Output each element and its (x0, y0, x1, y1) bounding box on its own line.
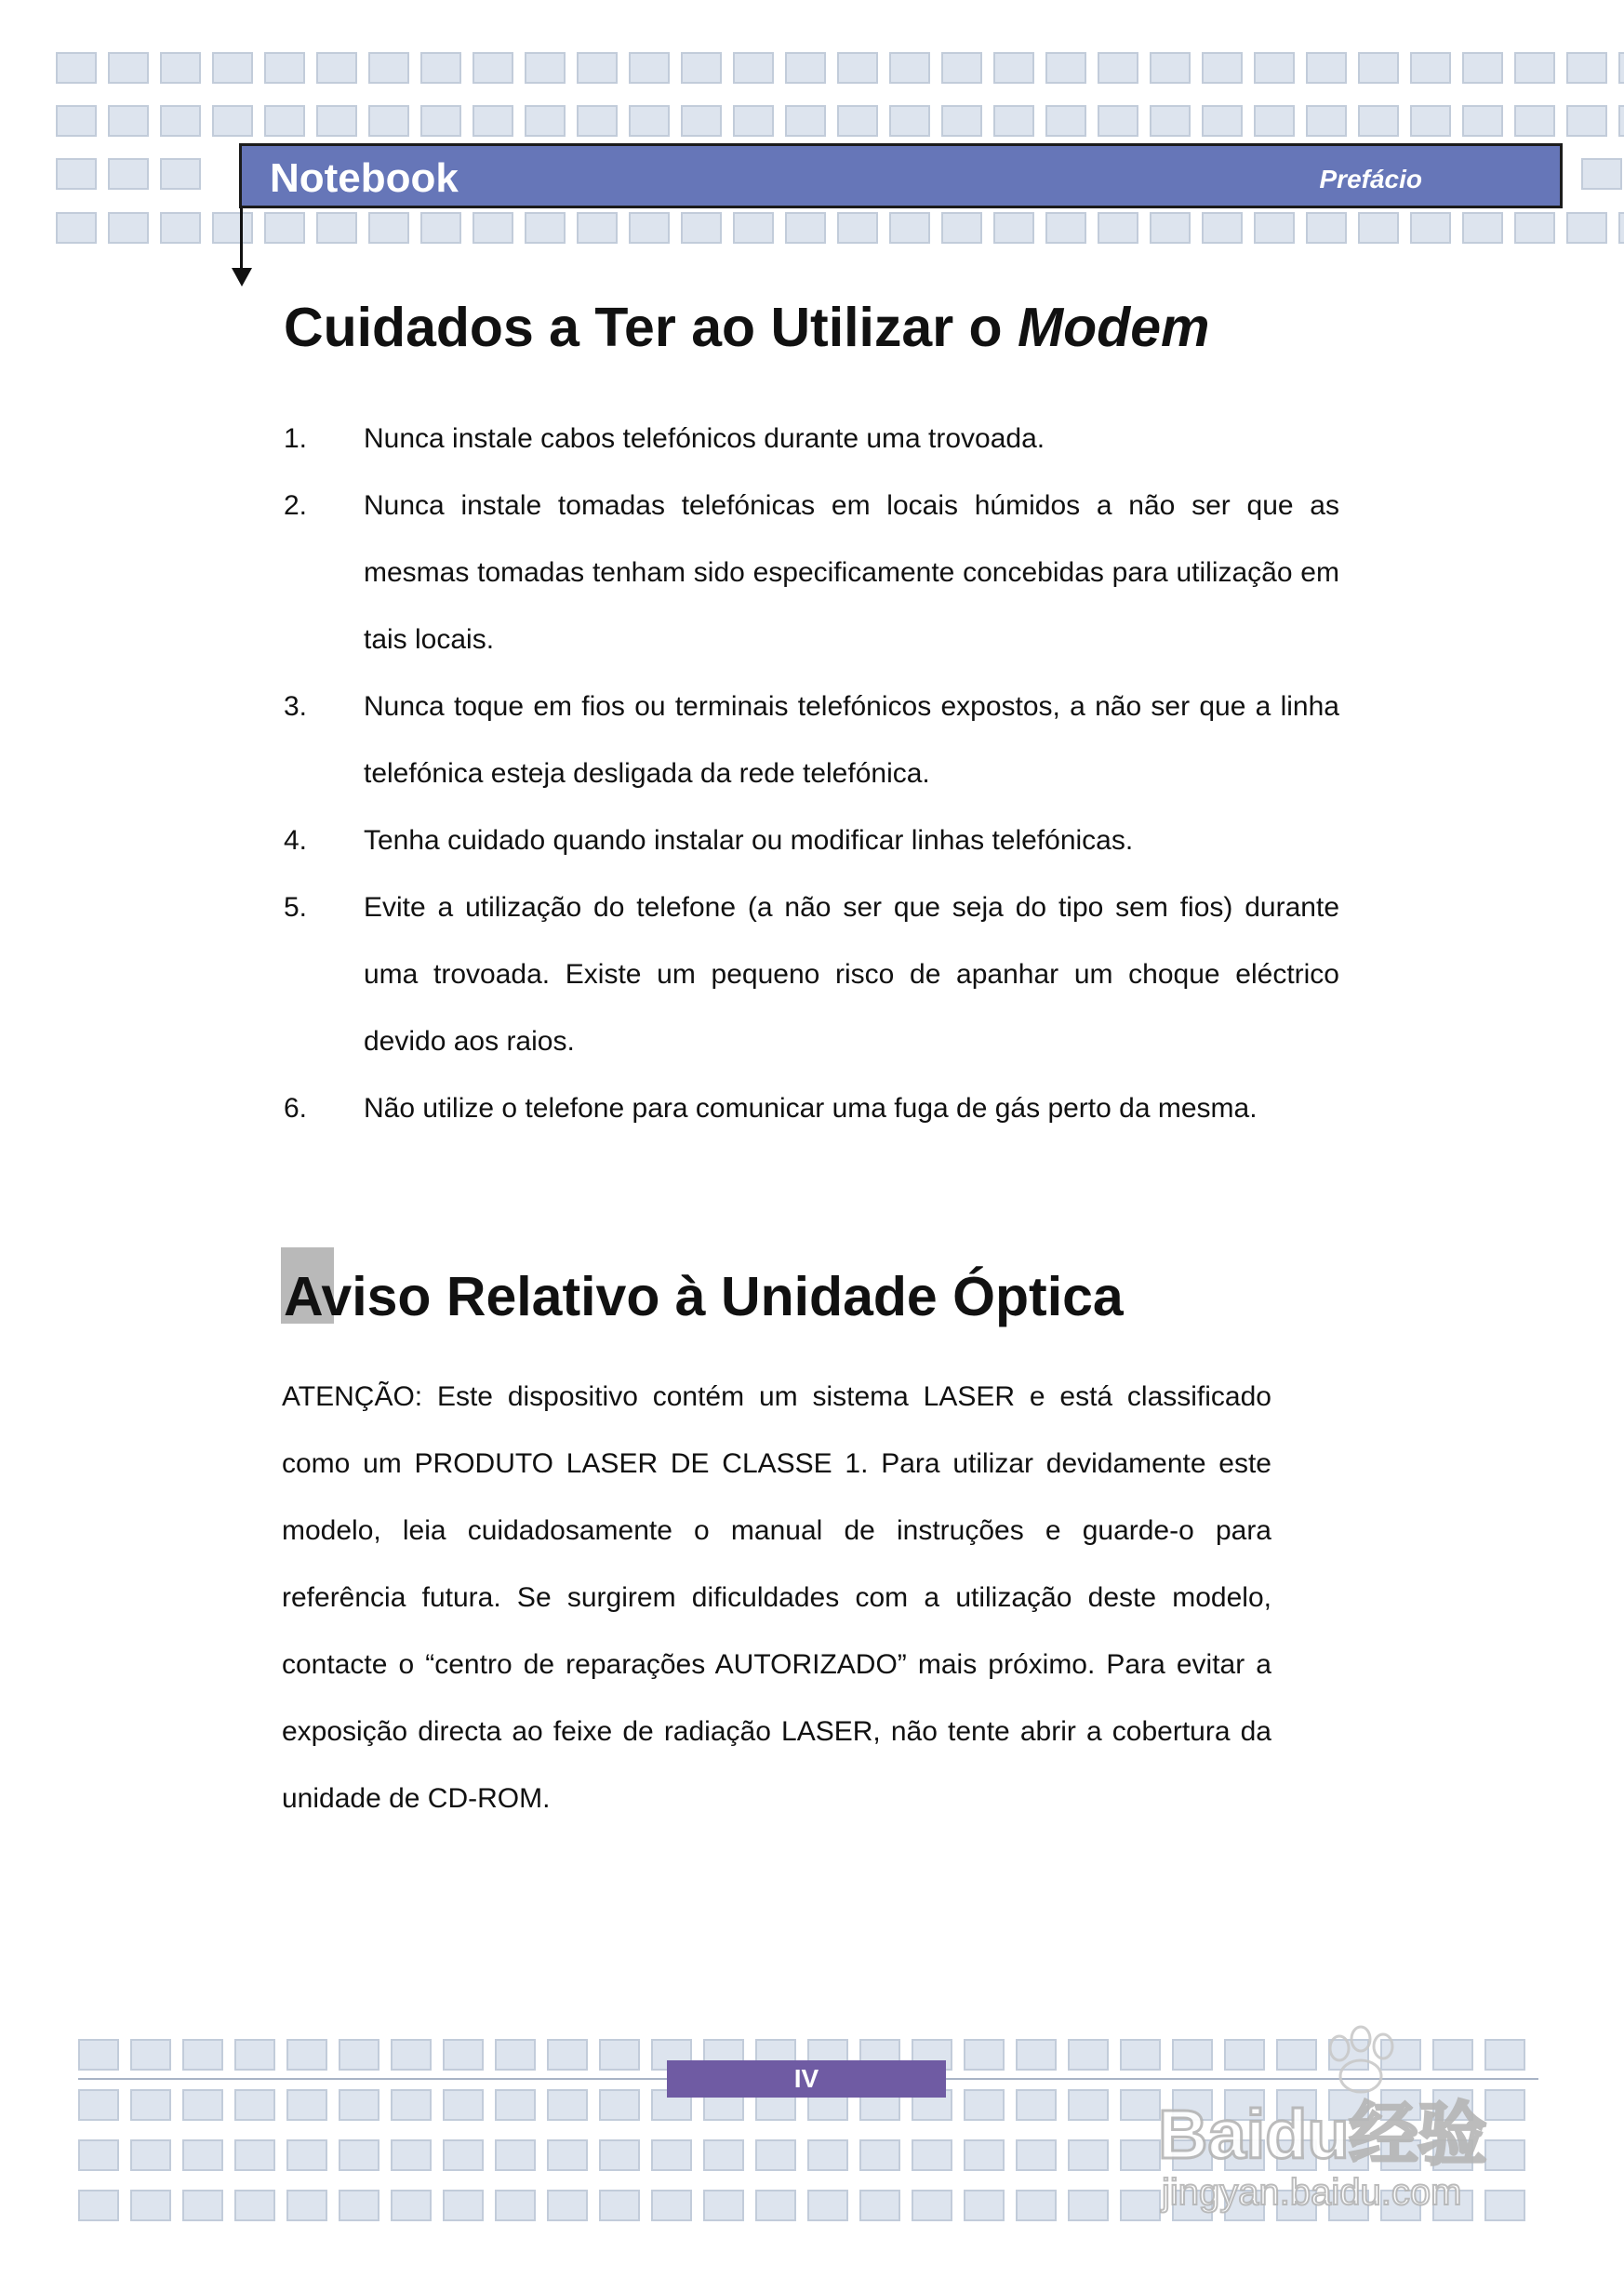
decorative-tile (964, 2190, 1005, 2221)
decorative-tile (651, 2139, 692, 2171)
decorative-tile (339, 2190, 379, 2221)
list-item-text: Evite a utilização do telefone (a não ser que seja do tipo sem fios) durante uma trovoada. Existe um pequeno risco de apanhar um choque eléctrico devido aos raios. (364, 892, 1339, 1057)
decorative-tile (130, 2190, 171, 2221)
decorative-tile (473, 212, 513, 244)
decorative-tile (629, 212, 670, 244)
decorative-tile (495, 2039, 536, 2071)
decorative-tile (1016, 2139, 1057, 2171)
decorative-tile (1410, 212, 1451, 244)
decorative-tile (1016, 2089, 1057, 2121)
decorative-tile (1254, 212, 1295, 244)
decorative-tile (889, 105, 930, 137)
decorative-tile (1016, 2190, 1057, 2221)
list-item-number: 6. (284, 1093, 308, 1124)
list-item (284, 1075, 1339, 1142)
decorative-tile (78, 2089, 119, 2121)
decorative-tile (443, 2089, 484, 2121)
decorative-tile (964, 2139, 1005, 2171)
decorative-tile (316, 105, 357, 137)
decorative-tile (368, 52, 409, 84)
decorative-tile (1202, 52, 1243, 84)
decorative-tile (1068, 2139, 1109, 2171)
list-item-number: 5. (284, 892, 308, 923)
decorative-tile (56, 105, 97, 137)
decorative-tile (889, 212, 930, 244)
decorative-tile (130, 2139, 171, 2171)
watermark-brand: Baidu经验 (1158, 2096, 1487, 2173)
decorative-tile (212, 105, 253, 137)
decorative-tile (1045, 212, 1086, 244)
decorative-tile (1202, 212, 1243, 244)
decorative-tile (1098, 212, 1138, 244)
list-item-text: Nunca instale tomadas telefónicas em locais húmidos a não ser que as mesmas tomadas tenham sido especificamente concebidas para utilização em tais locais. (364, 490, 1339, 655)
modem-section-title (284, 296, 1209, 359)
tile-row (56, 212, 1624, 244)
list-item-number: 3. (284, 691, 308, 722)
decorative-tile (78, 2139, 119, 2171)
decorative-tile (443, 2139, 484, 2171)
decorative-tile (1410, 52, 1451, 84)
decorative-tile (286, 2039, 327, 2071)
header-bar (239, 143, 1563, 208)
decorative-tile (108, 52, 149, 84)
decorative-tile (912, 2190, 952, 2221)
decorative-tile (286, 2089, 327, 2121)
decorative-tile (182, 2139, 223, 2171)
decorative-tile (212, 212, 253, 244)
decorative-tile (391, 2190, 432, 2221)
decorative-tile (599, 2039, 640, 2071)
decorative-tile (599, 2139, 640, 2171)
decorative-tile (755, 2139, 796, 2171)
decorative-tile (1462, 212, 1503, 244)
decorative-tile (807, 2190, 848, 2221)
decorative-tile (599, 2190, 640, 2221)
decorative-tile (1462, 52, 1503, 84)
decorative-tile (182, 2039, 223, 2071)
optical-section-title: Aviso Relativo à Unidade Óptica (284, 1266, 1124, 1327)
optical-notice-paragraph: ATENÇÃO: Este dispositivo contém um sistema LASER e está classificado como um PRODUTO LASER DE CLASSE 1. Para utilizar devidamente este modelo, leia cuidadosamente o manual de instruções e guarde-o para referência futura. Se surgirem dificuldades com a utilização deste modelo, contacte o “centro de reparações AUTORIZADO” mais próximo. Para evitar a exposição directa ao feixe de radiação LASER, não tente abrir a cobertura da unidade de CD-ROM. (282, 1381, 1271, 1814)
decorative-tile (941, 105, 982, 137)
decorative-tile (681, 212, 722, 244)
decorative-tile (681, 105, 722, 137)
decorative-tile (108, 212, 149, 244)
watermark-url: jingyan.baidu.com (1162, 2172, 1462, 2213)
decorative-tile (316, 212, 357, 244)
decorative-tile (859, 2139, 900, 2171)
decorative-tile (160, 212, 201, 244)
decorative-tile (78, 2039, 119, 2071)
header-arrow-line (240, 208, 243, 270)
decorative-tile (941, 52, 982, 84)
list-item-number: 2. (284, 490, 308, 521)
list-item (284, 473, 1339, 673)
decorative-tile (1068, 2039, 1109, 2071)
decorative-tile (420, 52, 461, 84)
decorative-tile (1566, 212, 1607, 244)
decorative-tile (286, 2190, 327, 2221)
decorative-tile (807, 2139, 848, 2171)
decorative-tile (264, 212, 305, 244)
decorative-tile (1202, 105, 1243, 137)
decorative-tile (993, 52, 1034, 84)
decorative-tile (1306, 105, 1347, 137)
decorative-tile (1618, 105, 1624, 137)
decorative-tile (264, 105, 305, 137)
decorative-tile (339, 2139, 379, 2171)
modem-cautions-list (284, 406, 1339, 1142)
decorative-tile (837, 105, 878, 137)
decorative-tile (339, 2089, 379, 2121)
tile-row (56, 158, 201, 190)
decorative-tile (1462, 105, 1503, 137)
list-item-number: 1. (284, 423, 308, 454)
decorative-tile (391, 2139, 432, 2171)
decorative-tile (941, 212, 982, 244)
decorative-tile (733, 212, 774, 244)
decorative-tile (495, 2190, 536, 2221)
decorative-tile (264, 52, 305, 84)
decorative-tile (130, 2039, 171, 2071)
decorative-tile (286, 2139, 327, 2171)
decorative-tile (993, 105, 1034, 137)
decorative-tile (1566, 105, 1607, 137)
decorative-tile (234, 2039, 275, 2071)
decorative-tile (1581, 158, 1622, 190)
decorative-tile (703, 2190, 744, 2221)
decorative-tile (525, 212, 566, 244)
decorative-tile (525, 52, 566, 84)
list-item-text: Nunca instale cabos telefónicos durante uma trovoada. (364, 423, 1045, 454)
decorative-tile (130, 2089, 171, 2121)
decorative-tile (339, 2039, 379, 2071)
decorative-tile (577, 52, 618, 84)
decorative-tile (420, 212, 461, 244)
decorative-tile (368, 105, 409, 137)
decorative-tile (859, 2190, 900, 2221)
decorative-tile (1306, 52, 1347, 84)
tile-row (56, 105, 1624, 137)
decorative-tile (1410, 105, 1451, 137)
decorative-tile (1068, 2190, 1109, 2221)
decorative-tile (577, 212, 618, 244)
decorative-tile (1566, 52, 1607, 84)
decorative-tile (212, 52, 253, 84)
decorative-tile (473, 105, 513, 137)
decorative-tile (599, 2089, 640, 2121)
list-item (284, 406, 1339, 473)
baidu-watermark-logo (1149, 2018, 1539, 2214)
modem-title-emphasis: Modem (1017, 297, 1210, 358)
decorative-tile (1358, 105, 1399, 137)
decorative-tile (160, 52, 201, 84)
decorative-tile (547, 2089, 588, 2121)
decorative-tile (547, 2139, 588, 2171)
tile-row (1581, 158, 1622, 190)
decorative-tile (56, 52, 97, 84)
decorative-tile (182, 2089, 223, 2121)
decorative-tile (993, 212, 1034, 244)
decorative-tile (1618, 52, 1624, 84)
header-section-label: Prefácio (1319, 165, 1422, 193)
decorative-tile (1068, 2089, 1109, 2121)
decorative-tile (837, 52, 878, 84)
list-item-text: Nunca toque em fios ou terminais telefónicos expostos, a não ser que a linha telefónica esteja desligada da rede telefónica. (364, 691, 1339, 789)
list-item (284, 874, 1339, 1075)
decorative-tile (160, 158, 201, 190)
decorative-tile (182, 2190, 223, 2221)
decorative-tile (1514, 105, 1555, 137)
decorative-tile (785, 52, 826, 84)
decorative-tile (1150, 52, 1191, 84)
list-item-text: Não utilize o telefone para comunicar uma fuga de gás perto da mesma. (364, 1093, 1258, 1124)
decorative-tile (755, 2190, 796, 2221)
decorative-tile (912, 2139, 952, 2171)
list-item (284, 673, 1339, 807)
decorative-tile (56, 158, 97, 190)
decorative-tile (1306, 212, 1347, 244)
decorative-tile (108, 158, 149, 190)
decorative-tile (1016, 2039, 1057, 2071)
decorative-tile (964, 2039, 1005, 2071)
decorative-tile (1254, 105, 1295, 137)
decorative-tile (316, 52, 357, 84)
decorative-tile (785, 105, 826, 137)
decorative-tile (443, 2190, 484, 2221)
decorative-tile (495, 2089, 536, 2121)
decorative-tile (1150, 212, 1191, 244)
decorative-tile (420, 105, 461, 137)
decorative-tile (78, 2190, 119, 2221)
decorative-tile (1358, 52, 1399, 84)
modem-title-text: Cuidados a Ter ao Utilizar o (284, 297, 1018, 358)
decorative-tile (964, 2089, 1005, 2121)
decorative-tile (703, 2139, 744, 2171)
decorative-tile (1254, 52, 1295, 84)
decorative-tile (577, 105, 618, 137)
decorative-tile (525, 105, 566, 137)
decorative-tile (160, 105, 201, 137)
decorative-tile (1514, 212, 1555, 244)
decorative-tile (889, 52, 930, 84)
decorative-tile (108, 105, 149, 137)
down-arrow-icon (232, 268, 252, 286)
decorative-tile (495, 2139, 536, 2171)
decorative-tile (1098, 52, 1138, 84)
decorative-tile (1618, 212, 1624, 244)
decorative-tile (1358, 212, 1399, 244)
decorative-tile (391, 2039, 432, 2071)
decorative-tile (651, 2190, 692, 2221)
decorative-tile (837, 212, 878, 244)
decorative-tile (785, 212, 826, 244)
tile-row (56, 52, 1624, 84)
decorative-tile (473, 52, 513, 84)
decorative-tile (56, 212, 97, 244)
decorative-tile (681, 52, 722, 84)
decorative-tile (733, 105, 774, 137)
decorative-tile (1514, 52, 1555, 84)
decorative-tile (391, 2089, 432, 2121)
decorative-tile (547, 2190, 588, 2221)
decorative-tile (1045, 105, 1086, 137)
page-number: IV (667, 2060, 946, 2098)
header-title: Notebook (270, 155, 459, 201)
decorative-tile (629, 105, 670, 137)
decorative-tile (234, 2190, 275, 2221)
list-item-number: 4. (284, 825, 308, 856)
decorative-tile (234, 2089, 275, 2121)
decorative-tile (1045, 52, 1086, 84)
decorative-tile (234, 2139, 275, 2171)
decorative-tile (547, 2039, 588, 2071)
decorative-tile (1150, 105, 1191, 137)
list-item (284, 807, 1339, 874)
decorative-tile (443, 2039, 484, 2071)
decorative-tile (368, 212, 409, 244)
decorative-tile (629, 52, 670, 84)
decorative-tile (1098, 105, 1138, 137)
decorative-tile (733, 52, 774, 84)
list-item-text: Tenha cuidado quando instalar ou modificar linhas telefónicas. (364, 825, 1134, 856)
